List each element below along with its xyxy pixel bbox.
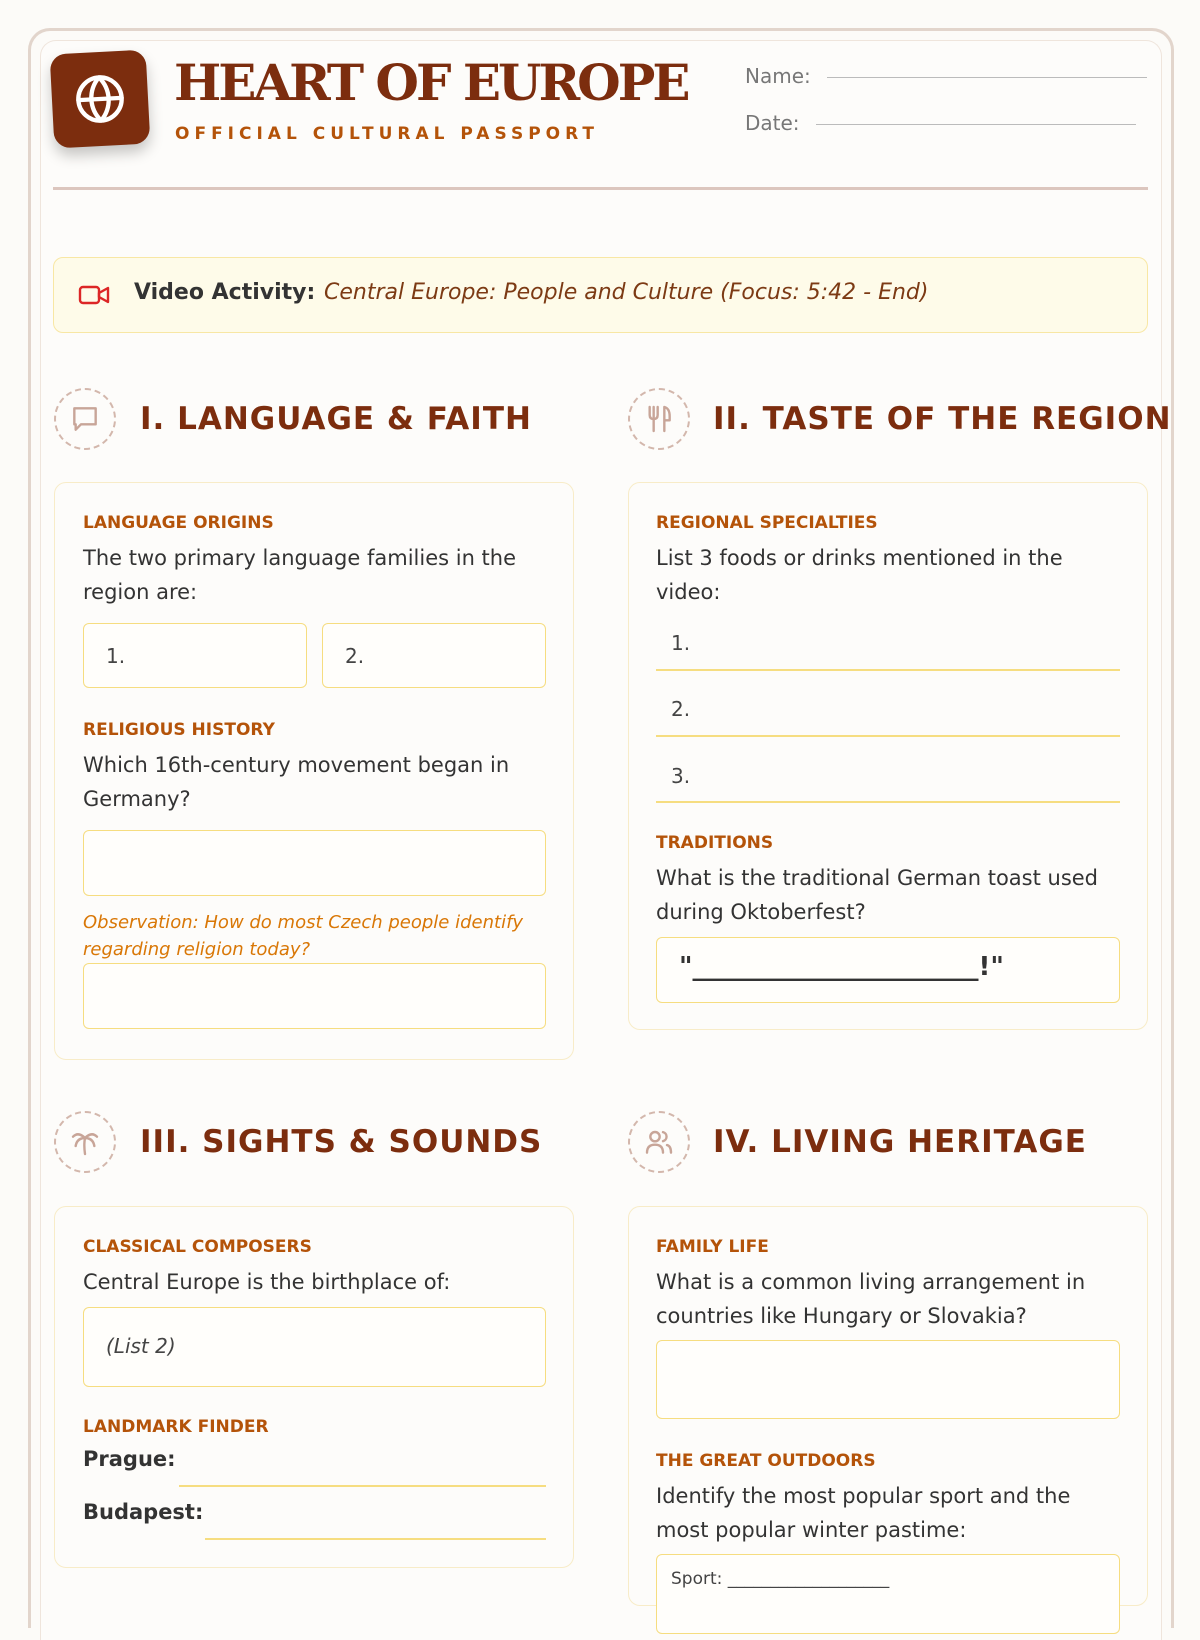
food-item-1-line[interactable] (656, 669, 1120, 671)
section-2-title: II. TASTE OF THE REGION (713, 401, 1172, 437)
date-field[interactable] (816, 124, 1136, 125)
section-1-icon-badge (54, 388, 116, 450)
section-2-card (628, 482, 1148, 1030)
date-label: Date: (745, 111, 800, 135)
people-icon (643, 1126, 675, 1158)
religious-movement-input[interactable] (83, 830, 546, 896)
section-3-icon-badge (54, 1111, 116, 1173)
section-4-card (628, 1206, 1148, 1606)
prague-landmark-line[interactable] (179, 1485, 546, 1487)
czech-religion-input[interactable] (83, 963, 546, 1029)
language-origins-label: LANGUAGE ORIGINS (83, 513, 274, 533)
religious-history-label: RELIGIOUS HISTORY (83, 720, 275, 740)
section-1-title: I. LANGUAGE & FAITH (140, 401, 532, 437)
food-item-1-number: 1. (671, 631, 691, 655)
language-family-2-number: 2. (345, 644, 365, 668)
composers-input[interactable] (83, 1307, 546, 1387)
globe-icon (73, 72, 128, 127)
regional-specialties-question: List 3 foods or drinks mentioned in the video: (656, 546, 1063, 604)
great-outdoors-label: THE GREAT OUTDOORS (656, 1451, 876, 1471)
traditions-label: TRADITIONS (656, 833, 774, 853)
chat-bubble-icon (69, 403, 101, 435)
page-subtitle: OFFICIAL CULTURAL PASSPORT (175, 124, 600, 144)
video-camera-icon (78, 284, 110, 306)
section-3-title: III. SIGHTS & SOUNDS (140, 1124, 543, 1160)
toast-answer-template: "______________________!" (679, 952, 1004, 982)
sport-answer-line: Sport: ___________________ (671, 1569, 890, 1589)
section-1-card (54, 482, 574, 1060)
language-origins-question: The two primary language families in the region are: (83, 546, 517, 604)
composers-placeholder: (List 2) (106, 1334, 176, 1358)
video-title: Central Europe: People and Culture (Focus: 5:42 - End) (324, 280, 929, 305)
living-arrangement-input[interactable] (656, 1340, 1120, 1419)
section-4-title: IV. LIVING HERITAGE (713, 1124, 1087, 1160)
header-divider (53, 187, 1148, 190)
family-life-question: What is a common living arrangement in countries like Hungary or Slovakia? (656, 1270, 1086, 1328)
name-field[interactable] (827, 77, 1147, 78)
logo (50, 50, 151, 149)
prague-label: Prague: (83, 1447, 176, 1471)
palm-tree-icon (69, 1126, 101, 1158)
fork-knife-icon (643, 403, 675, 435)
regional-specialties-label: REGIONAL SPECIALTIES (656, 513, 878, 533)
language-family-2-input[interactable] (322, 623, 546, 688)
section-4-icon-badge (628, 1111, 690, 1173)
language-family-1-number: 1. (106, 644, 126, 668)
traditions-question: What is the traditional German toast used during Oktoberfest? (656, 866, 1099, 924)
sport-pastime-input[interactable] (656, 1554, 1120, 1634)
food-item-3-line[interactable] (656, 801, 1120, 803)
family-life-label: FAMILY LIFE (656, 1237, 769, 1257)
classical-composers-label: CLASSICAL COMPOSERS (83, 1237, 312, 1257)
great-outdoors-question: Identify the most popular sport and the most popular winter pastime: (656, 1484, 1071, 1542)
classical-composers-question: Central Europe is the birthplace of: (83, 1270, 451, 1294)
religious-history-question: Which 16th-century movement began in Germany? (83, 753, 510, 811)
video-activity-bar (53, 257, 1148, 333)
language-family-1-input[interactable] (83, 623, 307, 688)
budapest-landmark-line[interactable] (205, 1538, 546, 1540)
food-item-2-number: 2. (671, 697, 691, 721)
page-title: HEART OF EUROPE (174, 53, 688, 112)
food-item-2-line[interactable] (656, 735, 1120, 737)
video-activity-label: Video Activity: (134, 280, 316, 305)
observation-prompt: Observation: How do most Czech people identify regarding religion today? (83, 912, 524, 960)
section-3-card (54, 1206, 574, 1568)
section-2-icon-badge (628, 388, 690, 450)
landmark-finder-label: LANDMARK FINDER (83, 1417, 269, 1437)
name-label: Name: (745, 64, 811, 88)
oktoberfest-toast-input[interactable] (656, 937, 1120, 1003)
food-item-3-number: 3. (671, 764, 691, 788)
budapest-label: Budapest: (83, 1500, 204, 1524)
